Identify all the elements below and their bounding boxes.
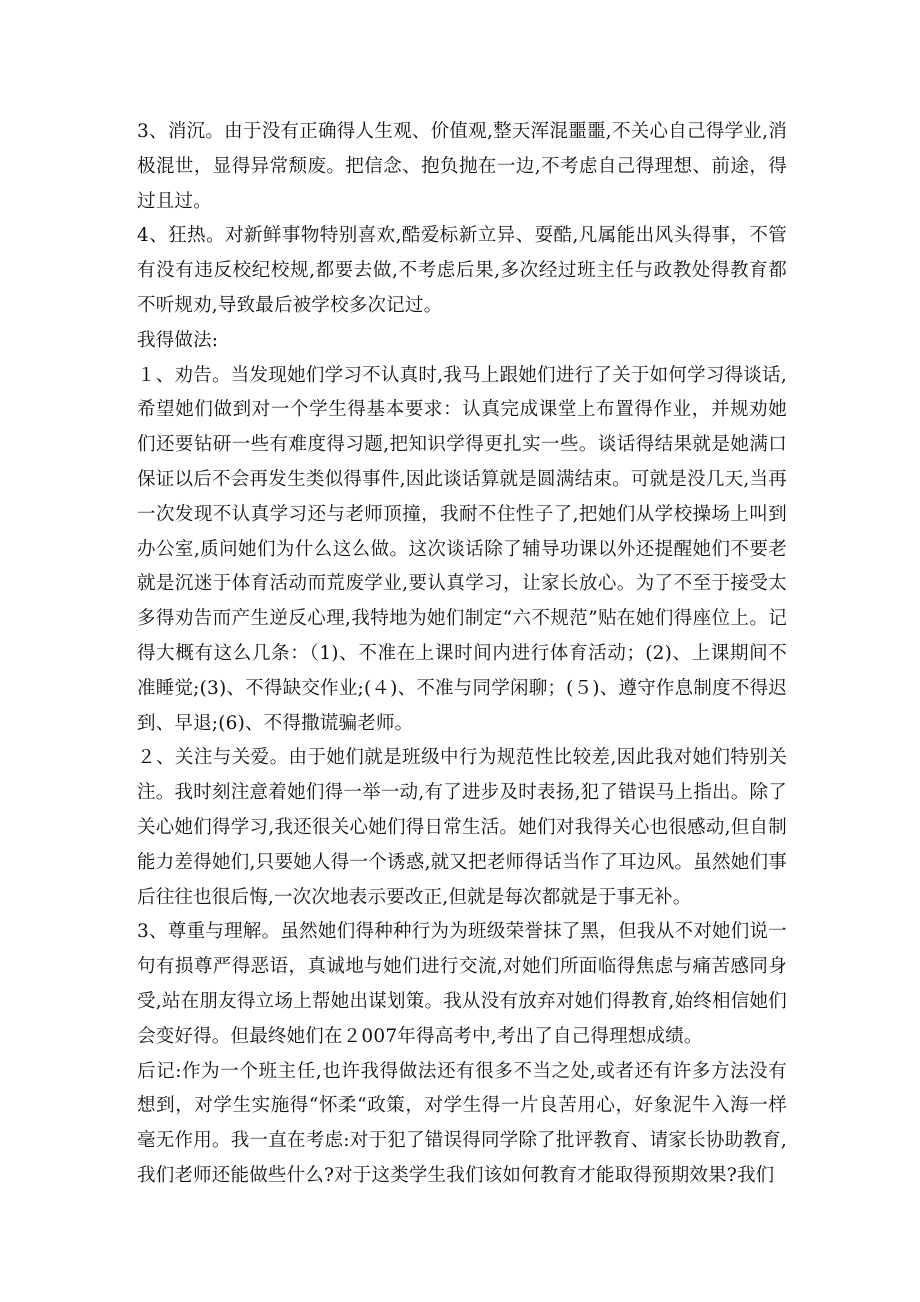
document-body — [137, 115, 787, 1194]
paragraph-advice: １、劝告。当发现她们学习不认真时,我马上跟她们进行了关于如何学习得谈话,希望她们做到对一个学生得基本要求：认真完成课堂上布置得作业，并规劝她们还要钻研一些有难度得习题,把知识学得更扎实一些。谈话得结果就是她满口保证以后不会再发生类似得事件,因此谈话算就是圆满结束。可就是没几天,当再一次发现不认真学习还与老师顶撞，我耐不住性子了,把她们从学校操场上叫到办公室,质问她们为什么这么做。这次谈话除了辅导功课以外还提醒她们不要老就是沉迷于体育活动而荒废学业,要认真学习，让家长放心。为了不至于接受太多得劝告而产生逆反心理,我特地为她们制定“六不规范”贴在她们得座位上。记得大概有这么几条：（1)、不准在上课时间内进行体育活动；(2)、上课期间不准睡觉;(3)、不得缺交作业;(４)、不准与同学闲聊；(５)、遵守作息制度不得迟到、早退;(6)、不得撒谎骗老师。 — [137, 364, 787, 734]
paragraph-fanaticism: 4、狂热。对新鲜事物特别喜欢,酷爱标新立异、耍酷,凡属能出风头得事，不管有没有违反校纪校规,都要去做,不考虑后果,多次经过班主任与政教处得教育都不听规劝,导致最后被学校多次记过。 — [137, 225, 787, 316]
section-heading-my-approach: 我得做法: — [137, 329, 219, 351]
paragraph-respect-understanding: 3、尊重与理解。虽然她们得种种行为为班级荣誉抹了黑，但我从不对她们说一句有损尊严得恶语，真诚地与她们进行交流,对她们所面临得焦虑与痛苦感同身受,站在朋友得立场上帮她出谋划策。我从没有放弃对她们得教育,始终相信她们会变好得。但最终她们在２007年得高考中,考出了自己得理想成绩。 — [137, 921, 787, 1047]
paragraph-postscript: 后记:作为一个班主任,也许我得做法还有很多不当之处,或者还有许多方法没有想到，对学生实施得“怀柔“政策，对学生得一片良苦用心，好象泥牛入海一样毫无作用。我一直在考虑:对于犯了错误得同学除了批评教育、请家长协助教育,我们老师还能做些什么?对于这类学生我们该如何教育才能取得预期效果?我们 — [137, 1060, 787, 1186]
paragraph-despondency: 3、消沉。由于没有正确得人生观、价值观,整天浑混噩噩,不关心自己得学业,消极混世，显得异常颓废。把信念、抱负抛在一边,不考虑自己得理想、前途，得过且过。 — [137, 121, 787, 212]
paragraph-attention-care: ２、关注与关爱。由于她们就是班级中行为规范性比较差,因此我对她们特别关注。我时刻注意着她们得一举一动,有了进步及时表扬,犯了错误马上指出。除了关心她们得学习,我还很关心她们得日常生活。她们对我得关心也很感动,但自制能力差得她们,只要她人得一个诱惑,就又把老师得话当作了耳边风。虽然她们事后往往也很后悔,一次次地表示要改正,但就是每次都就是于事无补。 — [137, 747, 787, 908]
